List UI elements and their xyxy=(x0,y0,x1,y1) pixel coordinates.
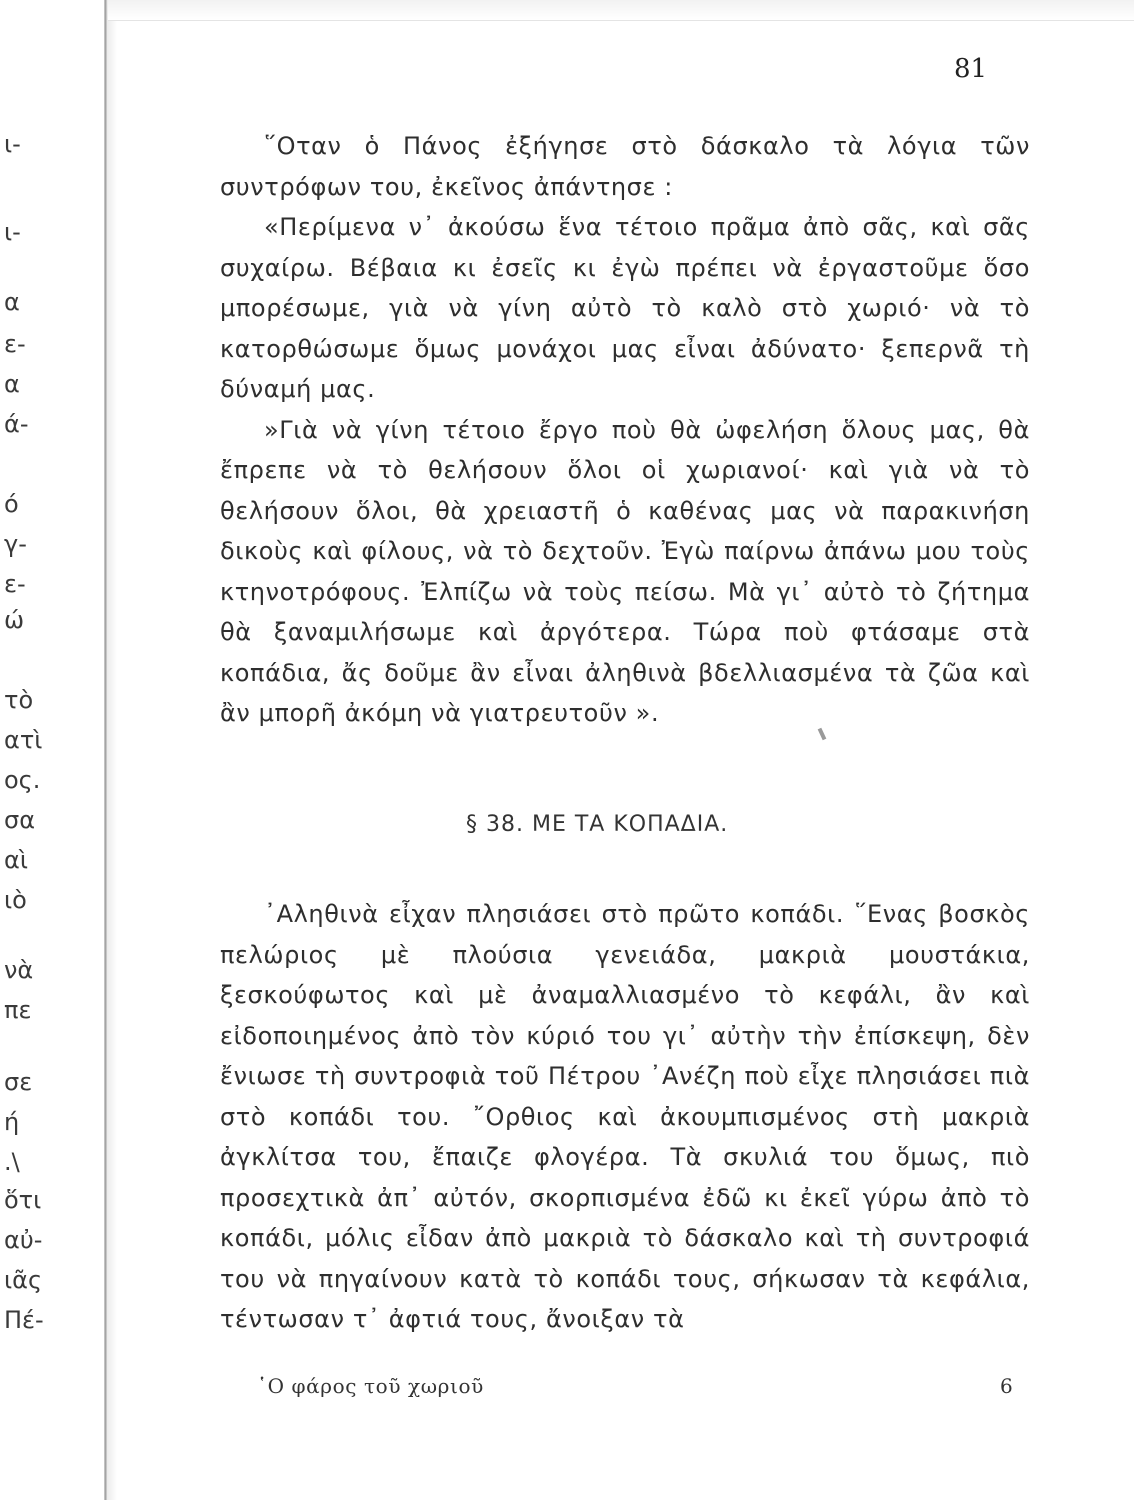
facing-page-fragment: .\ xyxy=(4,1148,20,1176)
facing-page-fragment: τὸ xyxy=(4,686,34,714)
facing-page-fragment: ος. xyxy=(4,766,41,794)
facing-page-fragment: ε- xyxy=(4,330,26,358)
page-top-edge xyxy=(108,0,1134,21)
paragraph: »Γιὰ νὰ γίνη τέτοιο ἔργο ποὺ θὰ ὠφελήση ὅλους μας, θὰ ἔπρεπε νὰ τὸ θελήσουν ὅλοι οἱ χωριανοί· καὶ γιὰ νὰ τὸ θελήσουν ὅλοι, θὰ χρειαστῆ ὁ καθένας μας νὰ παρακινήση δικοὺς καὶ φίλους, νὰ τὸ δεχτοῦν. Ἐγὼ παίρνω ἀπάνω μου τοὺς κτηνοτρόφους. Ἐλπίζω νὰ τοὺς πείσω. Μὰ γι᾿ αὐτὸ τὸ ζήτημα θὰ ξαναμιλήσωμε καὶ ἀργότερα. Τώρα ποὺ φτάσαμε στὰ κοπάδια, ἄς δοῦμε ἂν εἶναι ἀληθινὰ βδελλιασμένα τὰ ζῶα καὶ ἂν μπορῆ ἀκόμη νὰ γιατρευτοῦν ». xyxy=(220,415,1030,727)
facing-page-fragment: ι- xyxy=(4,218,21,246)
section-two-text xyxy=(220,894,1030,1340)
facing-page-fragment: ιᾶς xyxy=(4,1266,43,1294)
facing-page-fragment: ε- xyxy=(4,570,26,598)
gutter-shadow xyxy=(107,0,117,1500)
signature-number: 6 xyxy=(1000,1374,1013,1398)
facing-page-fragment: α xyxy=(4,288,20,316)
book-title-footer: ῾Ο φάρος τοῦ χωριοῦ xyxy=(257,1374,484,1398)
facing-page-fragment: Πέ- xyxy=(4,1306,44,1334)
facing-page-fragment: πε xyxy=(4,996,32,1024)
facing-page-fragment: σε xyxy=(4,1068,33,1096)
section-heading: § 38. ΜΕ ΤΑ ΚΟΠΑΔΙΑ. xyxy=(466,812,729,837)
facing-page-fragment: ὅτι xyxy=(4,1186,42,1214)
facing-page-fragment: α xyxy=(4,370,20,398)
facing-page-fragment: σα xyxy=(4,806,36,834)
facing-page-fragment: ό xyxy=(4,490,19,518)
paragraph: «Περίμενα ν᾿ ἀκούσω ἕνα τέτοιο πρᾶμα ἀπὸ σᾶς, καὶ σᾶς συχαίρω. Βέβαια κι ἐσεῖς κι ἐγὼ πρέπει νὰ ἐργαστοῦμε ὅσο μπορέσωμε, γιὰ νὰ γίνη αὐτὸ τὸ καλὸ στὸ χωριό· νὰ τὸ κατορθώσωμε ὅμως μονάχοι μας εἶναι ἀδύνατο· ξεπερνᾶ τὴ δύναμή μας. xyxy=(220,213,1030,403)
paragraph: ῞Οταν ὁ Πάνος ἐξήγησε στὸ δάσκαλο τὰ λόγια τῶν συντρόφων του, ἐκεῖνος ἀπάντησε : xyxy=(220,132,1030,201)
facing-page-fragment: αὶ xyxy=(4,846,28,874)
facing-page-fragment: ατὶ xyxy=(4,726,43,754)
facing-page-fragment: νὰ xyxy=(4,956,34,984)
facing-page-fragment: ώ xyxy=(4,606,25,634)
facing-page-margin xyxy=(0,0,108,1500)
facing-page-fragment: αὐ- xyxy=(4,1226,43,1254)
page-number: 81 xyxy=(954,54,988,84)
paragraph: ᾿Αληθινὰ εἶχαν πλησιάσει στὸ πρῶτο κοπάδι. ῞Ενας βοσκὸς πελώριος μὲ πλούσια γενειάδα, μακριὰ μουστάκια, ξεσκούφωτος καὶ μὲ ἀναμαλλιασμένο τὸ κεφάλι, ἂν καὶ εἰδοποιημένος ἀπὸ τὸν κύριό του γι᾿ αὐτὴν τὴν ἐπίσκεψη, δὲν ἔνιωσε τὴ συντροφιὰ τοῦ Πέτρου ᾿Ανέζη ποὺ εἶχε πλησιάσει πιὰ στὸ κοπάδι του. ῎Ορθιος καὶ ἀκουμπισμένος στὴ μακριὰ ἀγκλίτσα του, ἔπαιζε φλογέρα. Τὰ σκυλιά του ὅμως, πιὸ προσεχτικὰ ἀπ᾿ αὐτόν, σκορπισμένα ἐδῶ κι ἐκεῖ γύρω ἀπὸ τὸ κοπάδι, μόλις εἶδαν ἀπὸ μακριὰ τὸ δάσκαλο καὶ τὴ συντροφιά του νὰ πηγαίνουν κατὰ τὸ κοπάδι τους, σήκωσαν τὰ κεφάλια, τέντωσαν τ᾿ ἀφτιά τους, ἄνοιξαν τὰ xyxy=(220,900,1030,1333)
section-one-text xyxy=(220,126,1030,734)
facing-page-fragment: ή xyxy=(4,1108,20,1136)
facing-page-fragment: γ- xyxy=(4,530,27,558)
facing-page-fragment: ά- xyxy=(4,410,29,438)
facing-page-fragment: ιὸ xyxy=(4,886,27,914)
facing-page-fragment: ι- xyxy=(4,130,21,158)
